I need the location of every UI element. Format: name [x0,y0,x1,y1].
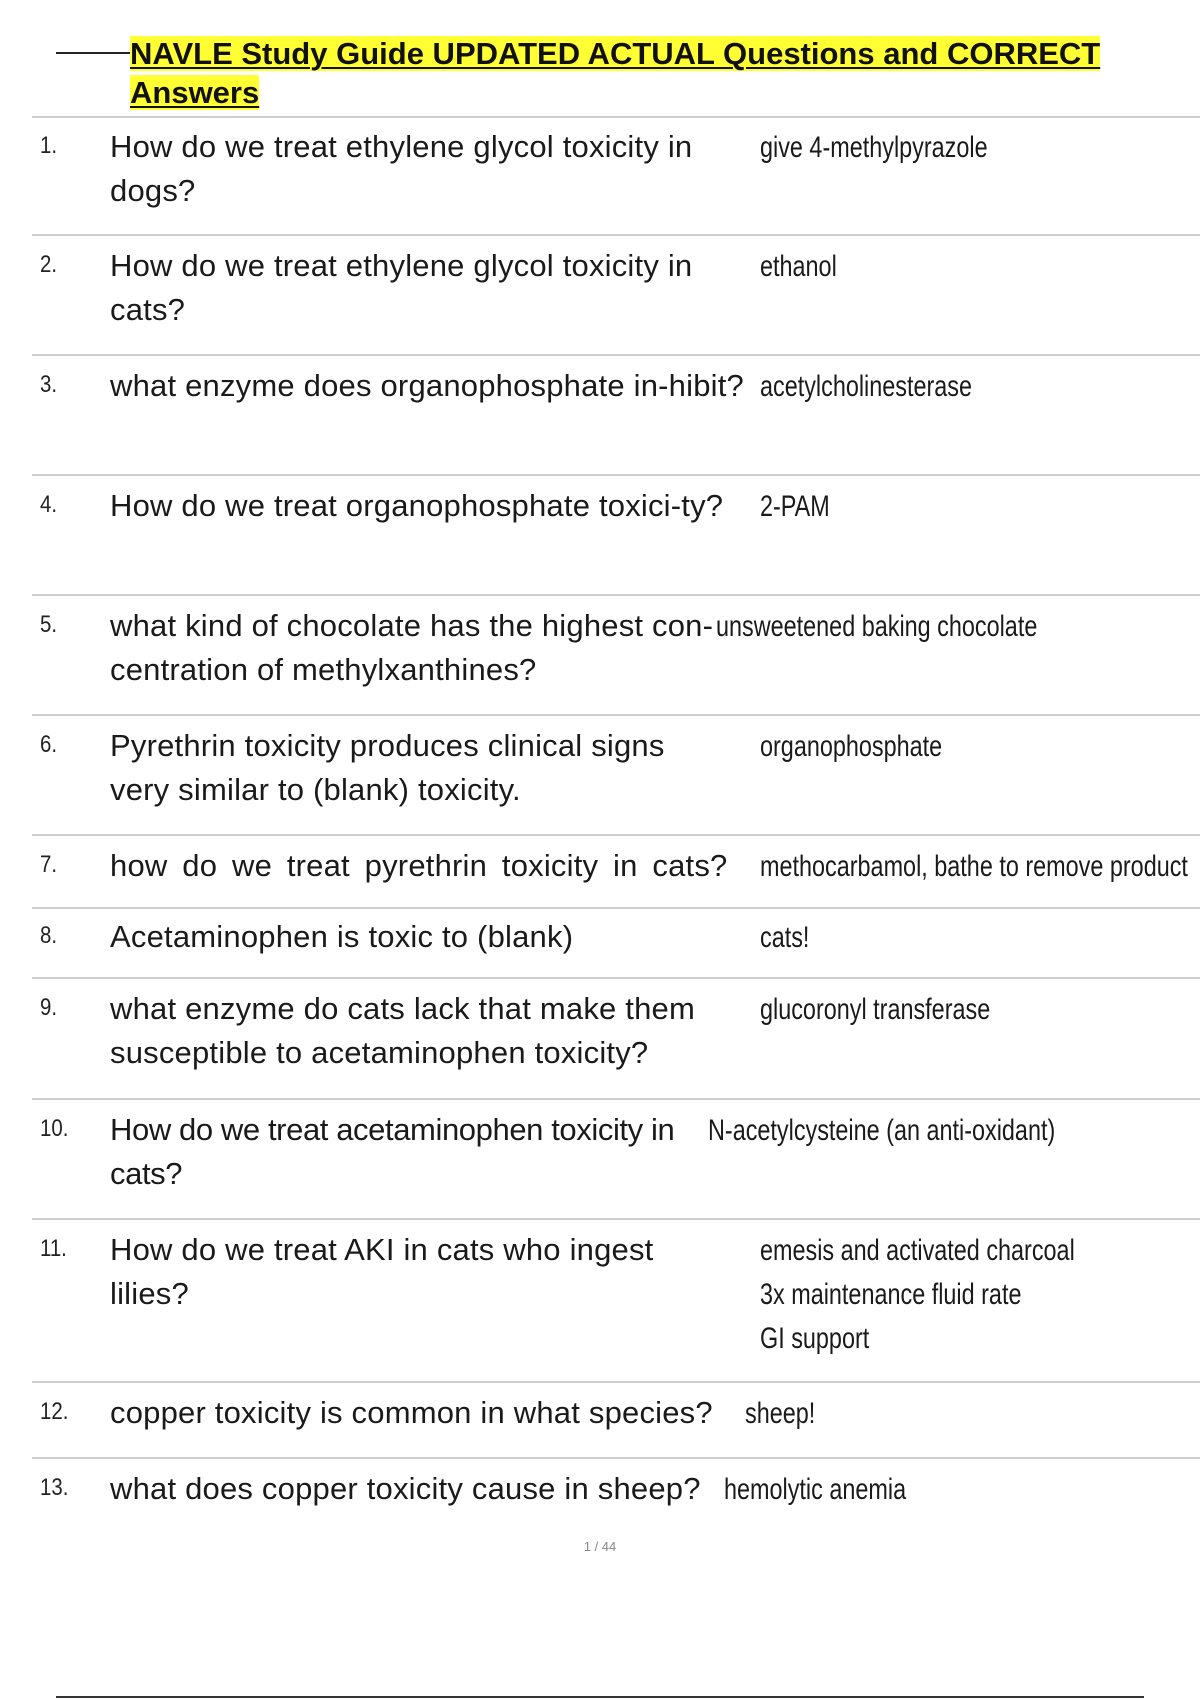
question-text: How do we treat AKI in cats who ingest lilies? [110,1232,654,1311]
answer-text: N-acetylcysteine (an anti-oxidant) [708,1114,1056,1147]
answer-text: unsweetened baking chocolate [716,610,1038,643]
question-text: Pyrethrin toxicity produces clinical signs very similar to (blank) toxicity. [110,728,665,807]
question-text: How do we treat acetaminophen toxicity in cats? [110,1112,675,1191]
question-text: how do we treat pyrethrin toxicity in cats? [110,848,728,883]
question-number: 7. [40,851,58,878]
title-lead-rule [56,52,130,54]
question-text: How do we treat ethylene glycol toxicity in dogs? [110,129,693,208]
answer-text: ethanol [760,250,837,283]
question-number: 9. [40,994,58,1021]
question-number: 3. [40,371,58,398]
bottom-divider [56,1696,1144,1698]
answer-text: glucoronyl transferase [760,993,991,1026]
qa-row [32,979,1200,1100]
qa-list [32,117,1200,1529]
answer-text: cats! [760,921,810,954]
qa-row [32,716,1200,836]
answer-text: organophosphate [760,730,943,763]
question-text: copper toxicity is common in what species? [110,1395,713,1430]
qa-row [32,356,1200,476]
qa-row [32,1100,1200,1220]
qa-row [32,117,1200,236]
qa-row [32,236,1200,356]
question-text: what enzyme do cats lack that make them susceptible to acetaminophen toxicity? [110,991,696,1070]
answer-text: acetylcholinesterase [760,370,973,403]
answer-text: sheep! [745,1397,816,1430]
qa-row [32,1459,1200,1529]
answer-text: hemolytic anemia [724,1473,907,1506]
question-number: 11. [40,1235,67,1262]
qa-row [32,596,1200,716]
question-text: what enzyme does organophosphate in-hibit? [110,368,744,403]
qa-row [32,1220,1200,1383]
question-text: what does copper toxicity cause in sheep? [110,1471,701,1506]
question-number: 12. [40,1398,69,1425]
question-number: 4. [40,491,58,518]
question-text: How do we treat organophosphate toxici-ty? [110,488,724,523]
qa-row [32,1383,1200,1459]
page-indicator: 1 / 44 [583,1539,617,1554]
answer-text: emesis and activated charcoal 3x maintenance fluid rate GI support [760,1234,1075,1355]
question-number: 13. [40,1474,69,1501]
question-text: Acetaminophen is toxic to (blank) [110,919,574,954]
answer-text: methocarbamol, bathe to remove product [760,850,1188,883]
question-text: How do we treat ethylene glycol toxicity in cats? [110,248,693,327]
question-number: 8. [40,922,58,949]
question-number: 1. [40,132,58,159]
answer-text: give 4-methylpyrazole [760,131,988,164]
document-title-block [56,34,1151,112]
question-number: 2. [40,251,58,278]
qa-row [32,836,1200,909]
question-number: 5. [40,611,58,638]
document-title: NAVLE Study Guide UPDATED ACTUAL Questions and CORRECT Answers [130,36,1101,110]
answer-text: 2-PAM [760,490,830,523]
question-text: what kind of chocolate has the highest con-centration of methylxanthines? [110,608,714,687]
question-number: 6. [40,731,58,758]
qa-row [32,909,1200,979]
qa-row [32,476,1200,596]
question-number: 10. [40,1115,69,1142]
